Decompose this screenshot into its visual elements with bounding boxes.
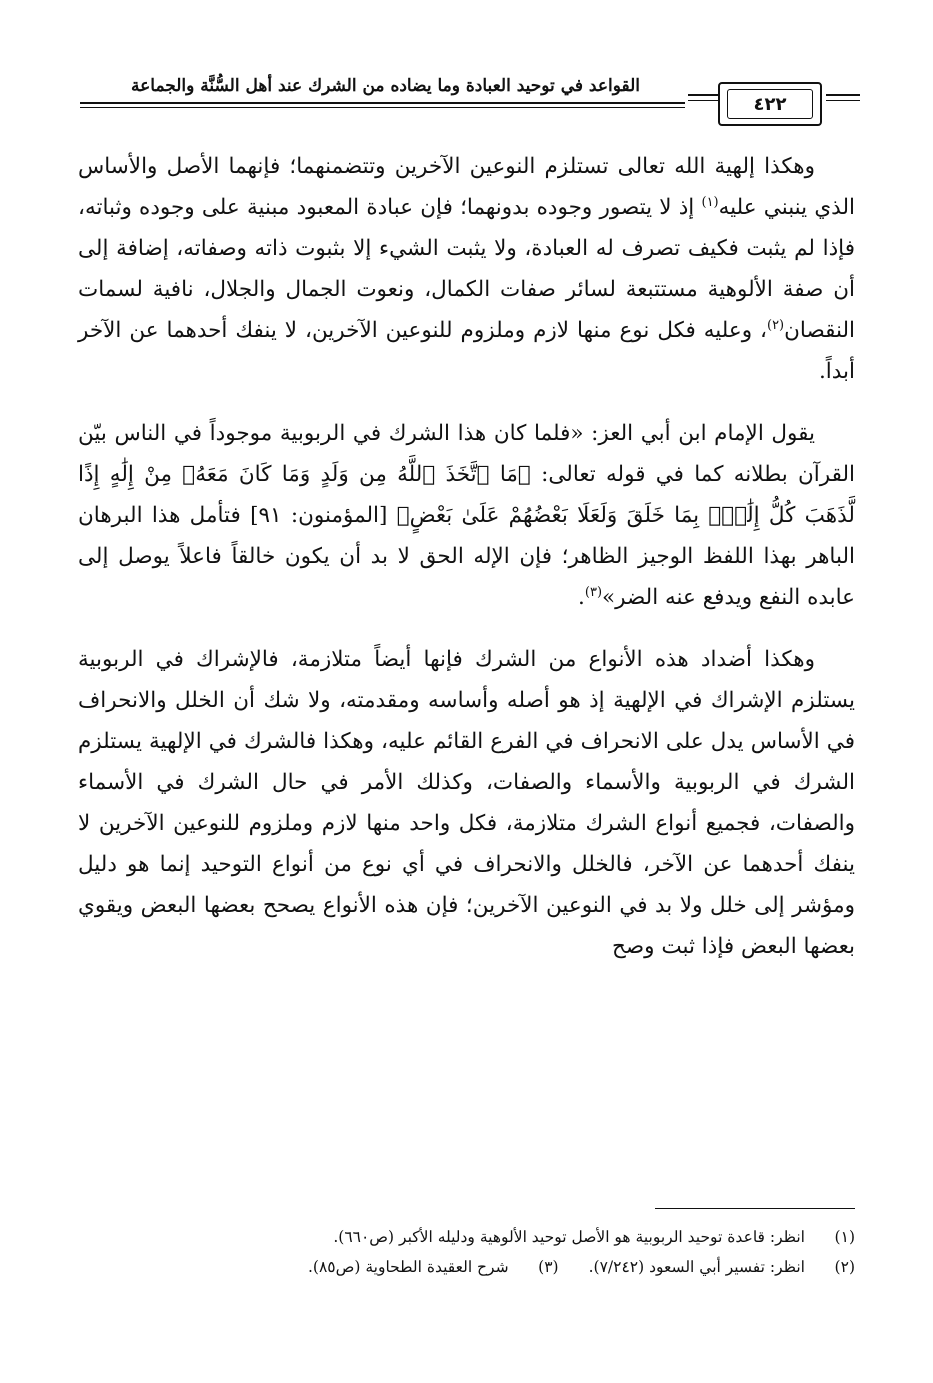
footnote-ref-2: (٢) [766, 317, 785, 333]
verse-citation: [المؤمنون: ٩١] [250, 503, 397, 528]
paragraph-text: وهكذا أضداد هذه الأنواع من الشرك فإنها أيضاً متلازمة، فالإشراك في الربوبية يستلزم الإشراك في الإلهية إذ هو أصله وأساسه ومقدمته، ولا شك أن الخلل والانحراف في الأساس يدل على الانحراف في الفرع القائم عليه، وهكذا فالشرك في الإلهية يستلزم الشرك في الربوبية والأسماء والصفات، وكذلك الأمر في حال الشرك في الأسماء والصفات، فجميع أنواع الشرك متلازمة، فكل واحد منها لازم وملزوم للنوعين الآخرين لا ينفك أحدهما عن الآخر، فالخلل والانحراف في أي نوع من أنواع التوحيد إنما هو دليل ومؤشر إلى خلل ولا بد في النوعين الآخرين؛ فإن هذه الأنواع يصحح بعضها البعض ويقوي بعضها البعض فإذا ثبت وصح [78, 647, 855, 959]
footnote-number: (٣) [538, 1258, 559, 1276]
page-number-frame [718, 82, 822, 126]
paragraph-text: إذ لا يتصور وجوده بدونهما؛ فإن عبادة المعبود مبنية على وجوده وثباته، فإذا لم يثبت فكيف تصرف له العبادة، ولا يثبت الشيء إلا بثبوت ذاته وصفاته، إضافة إلى أن صفة الألوهية مستتبعة لسائر صفات الكمال، ونعوت الجمال والجلال، نافية لسمات النقصان [78, 195, 855, 343]
header-ornament-line [826, 100, 860, 101]
footnote-number: (١) [834, 1228, 855, 1246]
footnote-text: انظر: تفسير أبي السعود (٧/٢٤٢). [588, 1258, 805, 1276]
header-ornament-line [826, 94, 860, 96]
paragraph-text: يقول الإمام ابن أبي العز: «فلما كان هذا الشرك في الربوبية موجوداً في الناس بيّن القرآن بطلانه كما في قوله تعالى: [78, 421, 855, 487]
page-number: ٤٢٢ [727, 89, 813, 119]
paragraph-text: ، وعليه فكل نوع منها لازم وملزوم للنوعين الآخرين، لا ينفك أحدهما عن الآخر أبداً. [78, 318, 855, 384]
running-title: القواعد في توحيد العبادة وما يضاده من الشرك عند أهل السُّنَّة والجماعة [131, 76, 640, 96]
paragraph-text: وهكذا إلهية الله تعالى تستلزم النوعين الآخرين وتتضمنهما؛ فإنهما الأصل والأساس الذي ينبني عليه [78, 154, 855, 220]
page-header [80, 68, 860, 128]
paragraph-1 [78, 146, 855, 392]
header-rule-thin [80, 107, 685, 108]
quran-verse: ﴿مَا ٱتَّخَذَ ٱللَّهُ مِن وَلَدٍ وَمَا كَانَ مَعَهُۥ مِنْ إِلَٰهٍ إِذًا لَّذَهَبَ كُلُّ إِلَٰهٍۭ بِمَا خَلَقَ وَلَعَلَا بَعْضُهُمْ عَلَىٰ بَعْضٍ﴾ [78, 462, 855, 528]
footnote-text: انظر: قاعدة توحيد الربوبية هو الأصل توحيد الألوهية ودليله الأكبر (ص٦٦٠). [333, 1228, 805, 1246]
footnote-ref-3: (٣) [584, 584, 603, 600]
header-ornament-line [688, 94, 718, 96]
footnote-text: شرح العقيدة الطحاوية (ص٨٥). [307, 1258, 509, 1276]
header-rule [80, 102, 685, 104]
main-text [78, 146, 855, 988]
footnotes [78, 1222, 855, 1282]
header-ornament-line [688, 100, 718, 101]
footnote-separator [655, 1208, 855, 1209]
paragraph-text: . [578, 585, 585, 610]
paragraph-text: فتأمل هذا البرهان الباهر بهذا اللفظ الوجيز الظاهر؛ فإن الإله الحق لا بد أن يكون خالقاً فاعلاً يوصل إلى عابده النفع ويدفع عنه الضر» [78, 503, 855, 610]
footnote-number: (٢) [834, 1258, 855, 1276]
footnote-1 [78, 1222, 855, 1252]
footnote-2 [78, 1252, 855, 1282]
paragraph-3 [78, 639, 855, 967]
paragraph-2 [78, 413, 855, 618]
footnote-ref-1: (١) [701, 194, 719, 210]
